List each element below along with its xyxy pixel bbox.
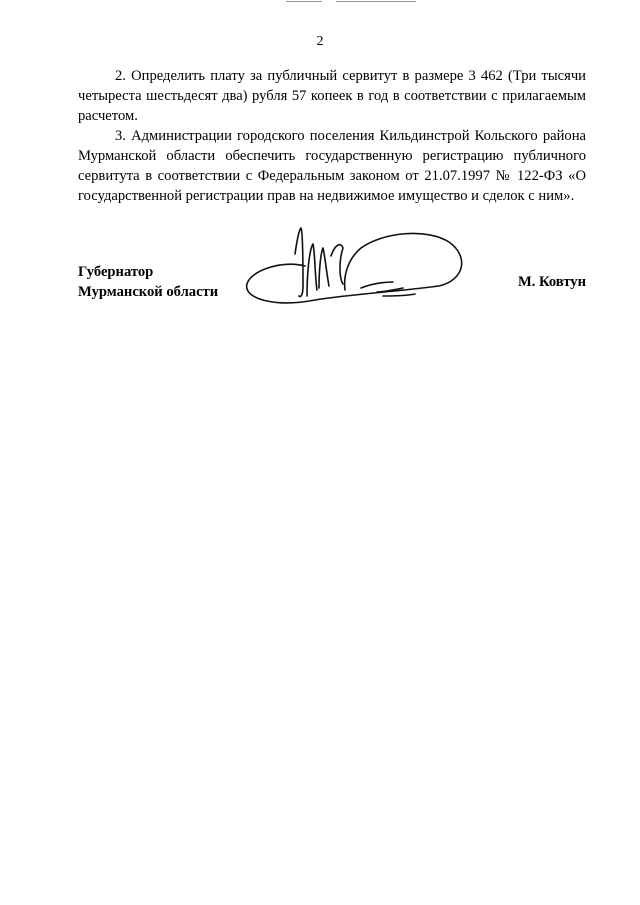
page-number: 2 [316, 34, 324, 49]
signatory-position-line-1: Губернатор [78, 264, 154, 280]
handwritten-signature [243, 226, 471, 316]
paragraph-2: 2. Определить плату за публичный сервитут в размере 3 462 (Три тысячи четыреста шестьдесят два) рубля 57 копеек в год в соответствии с прилагаемым расчетом. [78, 68, 586, 124]
scan-edge-marks [286, 0, 416, 4]
paragraph-3: 3. Администрации городского поселения Кильдинстрой Кольского района Мурманской области обеспечить государственную регистрацию публичного сервитута в соответствии с Федеральным законом от 21.07.1997 № 122-ФЗ «О государственной регистрации прав на недвижимое имущество и сделок с ним». [78, 128, 586, 204]
signature-stroke-4 [331, 245, 343, 284]
signature-outer-loop [247, 233, 462, 302]
signatory-position-line-2: Мурманской области [78, 284, 219, 300]
document-body [78, 66, 586, 206]
signatory-position [78, 262, 218, 302]
signature-stroke-3 [319, 248, 329, 288]
signatory-name: М. Ковтун [517, 274, 586, 290]
signature-stroke-1 [295, 228, 303, 297]
signature-stroke-2 [307, 244, 317, 296]
